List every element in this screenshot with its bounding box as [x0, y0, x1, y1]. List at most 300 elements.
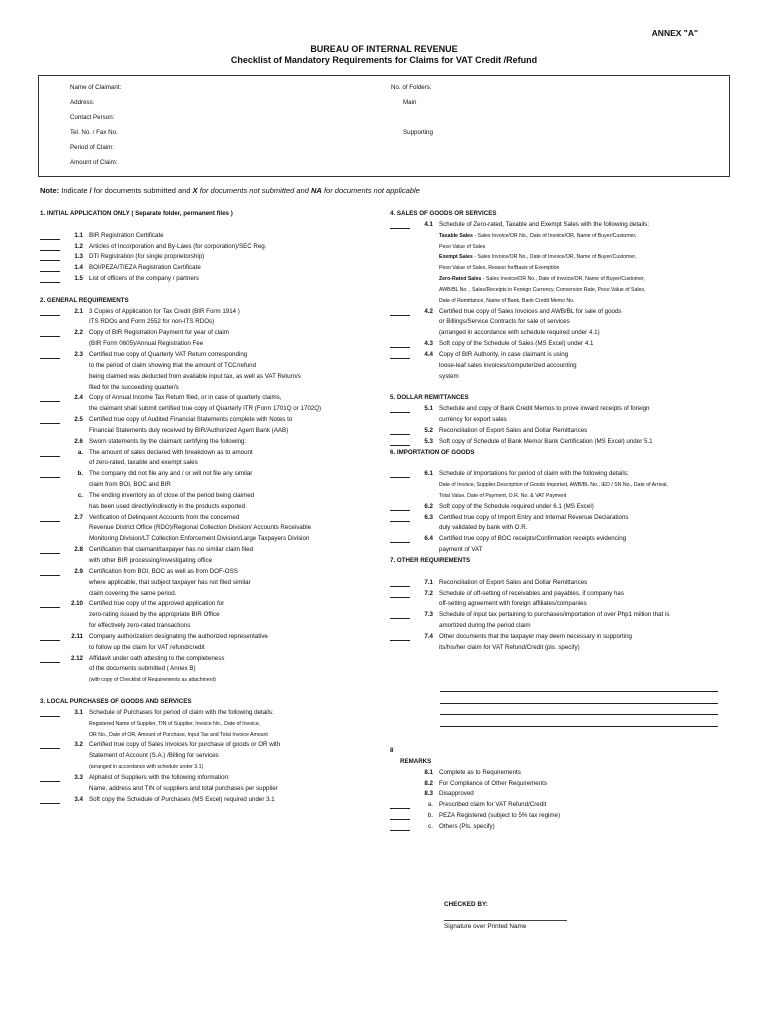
left-row — [40, 274, 380, 285]
right-row — [390, 317, 730, 328]
left-row — [40, 643, 380, 654]
item-text: the claimant shall submit certified true copy of Quarterly ITR (Form 1701Q or 1702Q) — [89, 405, 322, 413]
remarks-text: For Compliance of Other Requirements — [439, 779, 547, 787]
left-row — [40, 589, 380, 600]
note-text-2: for documents submitted and — [91, 186, 193, 195]
item-bold-label: Exempt Sales — [439, 254, 473, 261]
left-row — [40, 458, 380, 469]
checkbox-blank[interactable] — [40, 448, 60, 457]
checkbox-blank[interactable] — [40, 242, 60, 251]
note-text-4: for documents not applicable — [321, 186, 420, 195]
remarks-sub-number: c. — [428, 822, 433, 830]
item-number: 2.2 — [74, 329, 83, 337]
right-row — [390, 285, 730, 296]
note-x: X — [192, 186, 198, 195]
item-number: 7.2 — [424, 589, 433, 597]
section-heading: 7. OTHER REQUIREMENTS — [390, 557, 471, 564]
item-number: 4.2 — [424, 307, 433, 315]
left-row — [40, 307, 380, 318]
item-text: Peso Value of Sales, Reason for/Basis of Exemption — [439, 265, 560, 272]
checkbox-blank[interactable] — [40, 513, 60, 522]
signature-line[interactable] — [444, 920, 567, 921]
item-text: Affidavit under oath attesting to the completeness — [89, 654, 225, 662]
left-row — [40, 632, 380, 643]
checkbox-blank[interactable] — [390, 350, 410, 359]
left-column — [40, 209, 380, 805]
item-text: (arranged in accordance with schedule required under 4.1) — [439, 329, 600, 337]
item-number: 2.11 — [71, 632, 83, 640]
item-text: filed for the succeeding quarter/s — [89, 383, 179, 391]
contact-person-label: Contact Person: — [70, 114, 115, 121]
signature-label: Signature over Printed Name — [444, 923, 527, 930]
left-row — [40, 448, 380, 459]
item-number: 5.2 — [424, 426, 433, 434]
right-row — [390, 534, 730, 545]
item-text: Verification of Delinquent Accounts from the concerned — [89, 513, 240, 521]
item-number: 4.1 — [424, 220, 433, 228]
item-text: for effectively zero-rated transactions — [89, 622, 191, 630]
left-row — [40, 317, 380, 328]
specify-line[interactable] — [440, 680, 718, 692]
item-text: Financial Statements duly received by BIR/Authorized Agent Bank (AAB) — [89, 426, 289, 434]
item-text: has been used directly/indirectly in the products exported — [89, 502, 246, 510]
item-number: 3.4 — [74, 795, 83, 803]
item-text: Soft copy of the Schedule of Sales (MS Excel) under 4.1 — [439, 340, 594, 348]
right-row — [390, 220, 730, 231]
right-row — [390, 513, 730, 524]
left-row — [40, 762, 380, 773]
left-row — [40, 252, 380, 263]
left-row — [40, 708, 380, 719]
item-text: Certified true copy of Sales Invoices and AWB/BL for sale of goods — [439, 307, 622, 315]
item-text: BIR Registration Certificate — [89, 231, 164, 239]
specify-line[interactable] — [440, 692, 718, 704]
right-row — [390, 393, 730, 404]
left-row — [40, 209, 380, 220]
checkbox-blank[interactable] — [40, 274, 60, 283]
left-row — [40, 339, 380, 350]
right-row — [390, 252, 730, 263]
right-row — [390, 361, 730, 372]
right-row — [390, 307, 730, 318]
item-number: b. — [77, 470, 83, 478]
item-text — [439, 252, 730, 263]
checkbox-blank[interactable] — [40, 307, 60, 316]
folders-label: No. of Folders: — [391, 84, 432, 91]
left-row — [40, 415, 380, 426]
item-number: 6.4 — [424, 535, 433, 543]
left-row — [40, 686, 380, 697]
remarks-subrow — [390, 822, 730, 833]
checkbox-blank[interactable] — [390, 610, 410, 619]
left-row — [40, 242, 380, 253]
item-text: amortized during the period claim — [439, 622, 531, 630]
remarks-sub-text: PEZA Registered (subject to 5% tax regime) — [439, 812, 561, 820]
right-row — [390, 545, 730, 556]
item-number: 2.5 — [74, 416, 83, 424]
item-text: Company authorization designating the authorized representative — [89, 632, 268, 640]
left-row — [40, 654, 380, 665]
remarks-row — [390, 789, 730, 800]
right-row — [390, 621, 730, 632]
left-row — [40, 231, 380, 242]
item-text: of zero-rated, taxable and exempt sales — [89, 459, 198, 467]
item-text: Schedule of Zero-rated, Taxable and Exempt Sales with the following details: — [439, 220, 650, 228]
item-text: zero-rating issued by the appropriate BIR Office — [89, 611, 220, 619]
item-number: 7.3 — [424, 611, 433, 619]
item-bold-label: Zero-Rated Sales — [439, 276, 482, 283]
item-text: Schedule of input tax pertaining to purchases/importation of over Php1 million that is — [439, 611, 670, 619]
item-number: 5.3 — [424, 437, 433, 445]
item-text: Reconciliation of Export Sales and Dollar Remittances — [439, 426, 588, 434]
right-column — [390, 209, 730, 654]
item-number: a. — [77, 448, 83, 456]
checkbox-blank[interactable] — [390, 578, 410, 587]
checkbox-blank[interactable] — [390, 811, 410, 820]
item-text: (with copy of Checklist of Requirements as attachment) — [89, 677, 216, 684]
item-text: Certification that claimant/taxpayer has no similar claim filed — [89, 546, 254, 554]
item-number: 5.1 — [424, 405, 433, 413]
left-row — [40, 296, 380, 307]
left-row — [40, 534, 380, 545]
item-text: Schedule of Purchases for period of claim with the following details: — [89, 708, 274, 716]
item-text: Monitoring Division/LT Collection Enforcement Division/Large Taxpayers Division — [89, 535, 310, 543]
item-text: DTI Registration (for single proprietorship) — [89, 253, 205, 261]
right-row — [390, 632, 730, 643]
remarks-number: 8.3 — [424, 790, 433, 798]
left-row — [40, 610, 380, 621]
left-row — [40, 556, 380, 567]
item-text: off-setting agreement with foreign affiliates/companies — [439, 600, 587, 608]
item-text: or Billings/Service Contracts for sale of services — [439, 318, 570, 326]
section-heading: 2. GENERAL REQUIREMENTS — [40, 296, 129, 304]
item-number: 2.10 — [70, 600, 83, 608]
item-text: loose-leaf sales invoices/computerized accounting — [439, 361, 577, 369]
right-row — [390, 448, 730, 459]
item-text: Certified true copy of Import Entry and Internal Revenue Declarations — [439, 513, 629, 521]
remarks-section — [390, 746, 730, 833]
checkbox-blank[interactable] — [40, 231, 60, 240]
checkbox-blank[interactable] — [40, 654, 60, 663]
section-heading: 4. SALES OF GOODS OR SERVICES — [390, 210, 497, 217]
checkbox-blank[interactable] — [40, 469, 60, 478]
item-text: Certification from BOI, BOC as well as from DOF-OSS — [89, 567, 238, 575]
checkbox-blank[interactable] — [390, 339, 410, 348]
item-text: Peso Value of Sales — [439, 243, 486, 250]
specify-lines — [440, 680, 718, 727]
right-row — [390, 263, 730, 274]
item-detail: - Sales Invoice/OR No., Date of Invoice/OR, Name of Buyer/Customer, — [472, 232, 637, 239]
remarks-sub-text: Others (Pls. specify) — [439, 822, 495, 830]
item-text: to follow up the claim for VAT refund/credit — [89, 643, 205, 651]
checkbox-blank[interactable] — [390, 469, 410, 478]
left-row — [40, 480, 380, 491]
remarks-row — [390, 779, 730, 790]
main-folder-label: Main — [403, 99, 417, 106]
item-number: 6.3 — [424, 513, 433, 521]
left-row — [40, 361, 380, 372]
section-heading: 6. IMPORTATION OF GOODS — [390, 448, 475, 456]
note-slash: / — [89, 186, 92, 195]
checkbox-blank[interactable] — [390, 307, 410, 316]
item-text: ITS RDOs and Form 2552 for non-ITS RDOs) — [89, 318, 215, 326]
right-row — [390, 610, 730, 621]
right-row — [390, 491, 730, 502]
right-row — [390, 458, 730, 469]
item-text: being claimed was deducted from available input tax, as well as VAT Return/s — [89, 372, 301, 380]
item-number: 3.1 — [74, 708, 83, 716]
item-bold-label: Taxable Sales — [439, 232, 473, 239]
item-text: Registered Name of Supplier, TIN of Supplier, Invoice No., Date of Invoice, — [89, 720, 261, 727]
item-number: 4.3 — [424, 340, 433, 348]
item-text: Reconciliation of Export Sales and Dollar Remittances — [439, 578, 588, 586]
period-of-claim-label: Period of Claim: — [70, 144, 115, 151]
item-number: 2.8 — [74, 546, 83, 554]
checkbox-blank[interactable] — [390, 404, 410, 413]
left-row — [40, 697, 380, 708]
left-row — [40, 730, 380, 741]
remarks-subrow — [390, 800, 730, 811]
right-row — [390, 328, 730, 339]
item-text: of the documents submitted ( Annex B) — [89, 665, 196, 673]
item-number: 2.9 — [74, 567, 83, 575]
item-text: currency for export sales — [439, 416, 507, 424]
right-row — [390, 567, 730, 578]
item-number: 2.1 — [74, 307, 83, 315]
remarks-number: 8.2 — [424, 779, 433, 787]
left-row — [40, 383, 380, 394]
left-row — [40, 328, 380, 339]
right-row — [390, 426, 730, 437]
item-text: Name, address and TIN of suppliers and total purchases per supplier — [89, 784, 278, 792]
item-number: 4.4 — [424, 350, 433, 358]
item-detail: - Sales Invoice/OR No., Date of Invoice/OR, Name of Buyer/Customer, — [472, 254, 637, 261]
right-row — [390, 578, 730, 589]
left-row — [40, 773, 380, 784]
item-text: Articles of Incorporation and By-Laws (for corporation)/SEC Reg. — [89, 242, 267, 250]
checkbox-blank[interactable] — [390, 589, 410, 598]
right-row — [390, 231, 730, 242]
left-row — [40, 285, 380, 296]
item-detail: - Sales Invoice/OR No., Date of Invoice/OR, Name of Buyer/Customer, — [481, 276, 645, 283]
left-row — [40, 523, 380, 534]
left-row — [40, 545, 380, 556]
item-text: Certified true copy of Audited Financial Statements complete with Notes to — [89, 416, 293, 424]
left-row — [40, 220, 380, 231]
checkbox-blank[interactable] — [390, 800, 410, 809]
item-text: Total Value, Date of Payment, O.R. No. & VAT Payment — [439, 492, 567, 499]
item-number: 2.3 — [74, 350, 83, 358]
item-number: c. — [77, 491, 83, 499]
checkbox-blank[interactable] — [390, 513, 410, 522]
checkbox-blank[interactable] — [390, 632, 410, 641]
checkbox-blank[interactable] — [40, 567, 60, 576]
left-row — [40, 599, 380, 610]
item-text: Date of Invoice, Supplier,Description of Goods Imported, AWB/BL No., IED / SN No., Date of Arrival, — [439, 482, 668, 489]
item-text: Copy of BIR Registration Payment for year of claim — [89, 329, 229, 337]
item-number: 6.2 — [424, 502, 433, 510]
checkbox-blank[interactable] — [390, 220, 410, 229]
right-row — [390, 350, 730, 361]
item-text: with other BIR processing/investigating office — [89, 557, 213, 564]
claimant-info-box — [38, 75, 730, 177]
left-row — [40, 664, 380, 675]
agency-title: BUREAU OF INTERNAL REVENUE — [310, 44, 458, 54]
remarks-title: REMARKS — [400, 757, 432, 765]
item-text: The company did not file any and / or will not file any similar — [89, 470, 253, 478]
right-row — [390, 437, 730, 448]
checkbox-blank[interactable] — [40, 393, 60, 402]
item-text: Revenue District Office (RDO)/Regional Collection Division/ Accounts Receivable — [89, 524, 312, 532]
item-number: 1.1 — [74, 231, 83, 239]
item-text: claim from BOI, BOC and BIR — [89, 481, 171, 489]
checkbox-blank[interactable] — [40, 545, 60, 554]
item-text: BOI/PEZA/TIEZA Registration Certificate — [89, 264, 201, 272]
item-text: claim covering the same period. — [89, 589, 177, 597]
right-row — [390, 242, 730, 253]
right-row — [390, 643, 730, 654]
item-number: 6.1 — [424, 470, 433, 478]
item-text: Schedule of Importations for period of claim with the following details: — [439, 470, 629, 478]
item-text: Copy of Annual Income Tax Return filed, or in case of quarterly claims, — [89, 394, 282, 402]
checkbox-blank[interactable] — [390, 437, 410, 446]
item-text: 3 Copies of Application for Tax Credit (BIR Form 1914 ) — [89, 307, 240, 315]
left-row — [40, 437, 380, 448]
checkbox-blank[interactable] — [390, 534, 410, 543]
item-text: system — [439, 372, 459, 380]
item-text: Soft copy of Schedule of Bank Memo/ Bank Certification (MS Excel) under 5.1 — [439, 437, 653, 445]
tel-fax-label: Tel. No. / Fax No. — [70, 129, 118, 136]
left-row — [40, 784, 380, 795]
checked-by-label: CHECKED BY: — [444, 901, 488, 908]
checkbox-blank[interactable] — [390, 426, 410, 435]
right-row — [390, 589, 730, 600]
item-text: AWB/BL No. , Sales/Receipts in Foreign Currency, Conversion Rate, Peso Value of Sales, — [439, 286, 646, 293]
checkbox-blank[interactable] — [40, 773, 60, 782]
left-row — [40, 350, 380, 361]
left-row — [40, 393, 380, 404]
item-text: its/his/her claim for VAT Refund/Credit (pls. specify) — [439, 643, 580, 651]
remarks-text: Disapproved — [439, 790, 474, 798]
left-row — [40, 621, 380, 632]
left-row — [40, 675, 380, 686]
document-title: Checklist of Mandatory Requirements for Claims for VAT Credit /Refund — [230, 55, 538, 65]
item-text: duly validated by bank with O.R. — [439, 524, 528, 532]
annex-label: ANNEX "A" — [651, 28, 698, 38]
item-number: 3.3 — [74, 773, 83, 781]
checkbox-blank[interactable] — [390, 502, 410, 511]
remarks-number: 8 — [390, 747, 394, 754]
remarks-row — [390, 768, 730, 779]
left-row — [40, 719, 380, 730]
item-number: 7.4 — [424, 632, 433, 640]
checkbox-blank[interactable] — [40, 599, 60, 608]
item-number: 3.2 — [74, 741, 83, 749]
left-row — [40, 469, 380, 480]
item-text: Certified true copy of Quarterly VAT Return corresponding — [89, 350, 248, 358]
item-text: Copy of BIR Authority, in case claimant is using — [439, 350, 569, 358]
item-text: List of officers of the company / partners — [89, 275, 199, 283]
note-label: Note: — [40, 186, 60, 195]
item-number: 2.6 — [74, 437, 83, 445]
checkbox-blank[interactable] — [40, 415, 60, 424]
item-text — [439, 231, 730, 242]
right-row — [390, 209, 730, 220]
section-heading: 5. DOLLAR REMITTANCES — [390, 394, 469, 402]
item-text: (BIR Form 0605)/Annual Registration Fee — [89, 340, 204, 348]
item-number: 2.4 — [74, 394, 83, 402]
item-text: Schedule and copy of Bank Credit Memos to prove inward receipts of foreign — [439, 405, 650, 413]
item-text: Sworn statements by the claimant certifying the following: — [89, 437, 247, 445]
amount-of-claim-label: Amount of Claim: — [70, 159, 118, 166]
item-text: payment of VAT — [439, 546, 483, 554]
right-row — [390, 339, 730, 350]
right-row — [390, 502, 730, 513]
right-row — [390, 404, 730, 415]
legend-note — [40, 186, 420, 195]
item-text: Soft copy the Schedule of Purchases (MS Excel) required under 3.1 — [89, 795, 275, 803]
section-heading: 3. LOCAL PURCHASES OF GOODS AND SERVICES — [40, 697, 192, 705]
item-text: The ending inventory as of close of the period being claimed — [89, 491, 255, 499]
right-row — [390, 599, 730, 610]
remarks-text: Complete as to Requirements — [439, 768, 521, 776]
item-text: where applicable, that subject taxpayer has not filed similar — [89, 578, 251, 586]
checkbox-blank[interactable] — [40, 795, 60, 804]
checkbox-blank[interactable] — [40, 708, 60, 717]
remarks-sub-number: a. — [427, 801, 433, 809]
checkbox-blank[interactable] — [40, 263, 60, 272]
item-number: 2.7 — [74, 513, 83, 521]
checkbox-blank[interactable] — [40, 632, 60, 641]
item-text: Alphalist of Suppliers with the following information: — [89, 773, 230, 781]
claimant-name-label: Name of Claimant: — [70, 84, 122, 91]
checkbox-blank[interactable] — [390, 822, 410, 831]
note-text-3: for documents not submitted and — [197, 186, 312, 195]
checkbox-blank[interactable] — [40, 252, 60, 261]
item-text: Statement of Account (S.A.) /Billing for services — [89, 752, 219, 760]
remarks-subrow — [390, 811, 730, 822]
right-row — [390, 296, 730, 307]
checkbox-blank[interactable] — [40, 740, 60, 749]
remarks-number: 8.1 — [424, 768, 433, 776]
right-row — [390, 480, 730, 491]
left-row — [40, 372, 380, 383]
specify-line[interactable] — [440, 704, 718, 716]
address-label: Address: — [70, 99, 95, 106]
item-number: 1.5 — [74, 275, 83, 283]
note-text-1: Indicate — [59, 186, 90, 195]
checkbox-blank[interactable] — [40, 328, 60, 337]
right-row — [390, 372, 730, 383]
checkbox-blank[interactable] — [40, 350, 60, 359]
item-text: The amount of sales declared with breakdown as to amount — [89, 448, 253, 456]
item-text: (arranged in accordance with schedule under 3.1) — [89, 764, 204, 771]
item-number: 7.1 — [424, 578, 433, 586]
left-row — [40, 567, 380, 578]
item-text: OR No., Date of OR, Amount of Purchase, Input Tax and Total Invoice Amount — [89, 731, 268, 738]
left-row — [40, 263, 380, 274]
item-text: Certified true copy of the approved application for — [89, 600, 225, 608]
item-text: Soft copy of the Schedule required under 6.1 (MS Excel) — [439, 502, 594, 510]
left-row — [40, 578, 380, 589]
item-number: 1.4 — [74, 264, 83, 272]
left-row — [40, 740, 380, 751]
specify-line[interactable] — [440, 715, 718, 727]
right-row — [390, 523, 730, 534]
right-row — [390, 469, 730, 480]
right-row — [390, 383, 730, 394]
left-row — [40, 751, 380, 762]
